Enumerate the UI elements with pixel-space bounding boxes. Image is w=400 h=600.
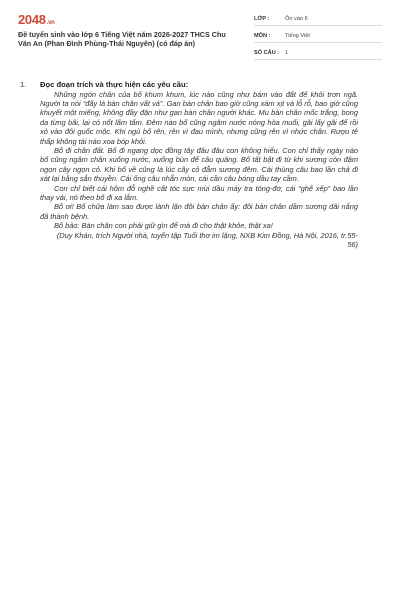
question-number: 1. bbox=[20, 80, 27, 89]
passage-paragraph: Bố bảo: Bàn chân con phải giữ gìn để mà đi cho thật khỏe, thật xa! bbox=[54, 221, 273, 231]
meta-value: 1 bbox=[285, 50, 289, 56]
meta-label: LỚP : bbox=[254, 16, 270, 22]
exam-meta bbox=[254, 13, 382, 64]
meta-row-count bbox=[254, 47, 382, 60]
meta-value: Ôn vào 6 bbox=[285, 16, 308, 22]
passage-paragraph: Bố đi chân đất. Bố đi ngang dọc đồng tây đâu đâu con không hiểu. Con chỉ thấy ngày nào bố cũng ngâm chân xuống nước, xuống bùn để câu quăng. Bố tất bật đi từ khi sương còn đậm ngọn cây ngọn cỏ. Khi bố về cũng là lúc cây cỏ đẫm sương đêm. Cái thùng câu bao lần chả đi xát lại bằng sắn thuyền. Cái ống câu nhẵn mòn, cái cần câu bóng dầu tay cầm. bbox=[40, 145, 358, 184]
meta-row-subject bbox=[254, 30, 382, 43]
meta-label: MÔN : bbox=[254, 33, 271, 39]
page-header bbox=[0, 0, 400, 64]
exam-title: Đề tuyển sinh vào lớp 6 Tiếng Việt năm 2026-2027 THCS Chu Văn An (Phan Đình Phùng-Thái Nguyên) (có đáp án) bbox=[18, 30, 226, 48]
logo-main: 2048 bbox=[18, 12, 46, 27]
question-title: Đọc đoạn trích và thực hiện các yêu cầu: bbox=[40, 80, 189, 89]
logo-sub: .vn bbox=[46, 20, 55, 26]
question-body bbox=[40, 80, 358, 249]
site-logo[interactable] bbox=[18, 12, 55, 27]
passage-paragraph: Con chỉ biết cái hôm đỗ nghề cất tóc sực mùi dầu máy tra tóng-đơ, cái “ghế xếp” bao lần thay vải, nó theo bố đi xa lắm. bbox=[40, 183, 358, 202]
passage-paragraph: Bố ơi! Bố chữa làm sao được lành lặn đôi bàn chân ấy: đôi bàn chân dầm sương dãi nắng đã thành bệnh. bbox=[40, 202, 358, 221]
meta-label: SỐ CÂU : bbox=[254, 50, 280, 56]
passage-paragraph: Những ngón chân của bố khum khum, lúc nào cũng như bám vào đất để khỏi trơn ngã. Người ta nói “đấy là bàn chân vất vả”. Gan bàn chân bao giờ cũng xám xịt và lỗ rỗ, bao giờ cũng khuyết một miếng, không đầy đặn như gan bàn chân người khác. Mu bàn chân mốc trắng, bong da từng bãi, lại có nốt lấm tấm. Đêm nào bố cũng ngâm nước nóng hòa muối, gãi lấy gãi để rồi xỏ vào đôi guốc mộc. Khi ngủ bố rên, rên vì đau mình, nhưng cũng rên vì nhức chân. Rượu tê thấp không tài nào xoa bóp khỏi. bbox=[40, 89, 358, 146]
reading-passage bbox=[40, 90, 358, 250]
meta-row-class bbox=[254, 13, 382, 26]
passage-source: (Duy Khán, trích Người nhà, tuyển tập Tuổi thơ im lặng, NXB Kim Đồng, Hà Nội, 2016, tr.55-56) bbox=[56, 230, 358, 249]
meta-value: Tiếng Việt bbox=[285, 33, 310, 39]
